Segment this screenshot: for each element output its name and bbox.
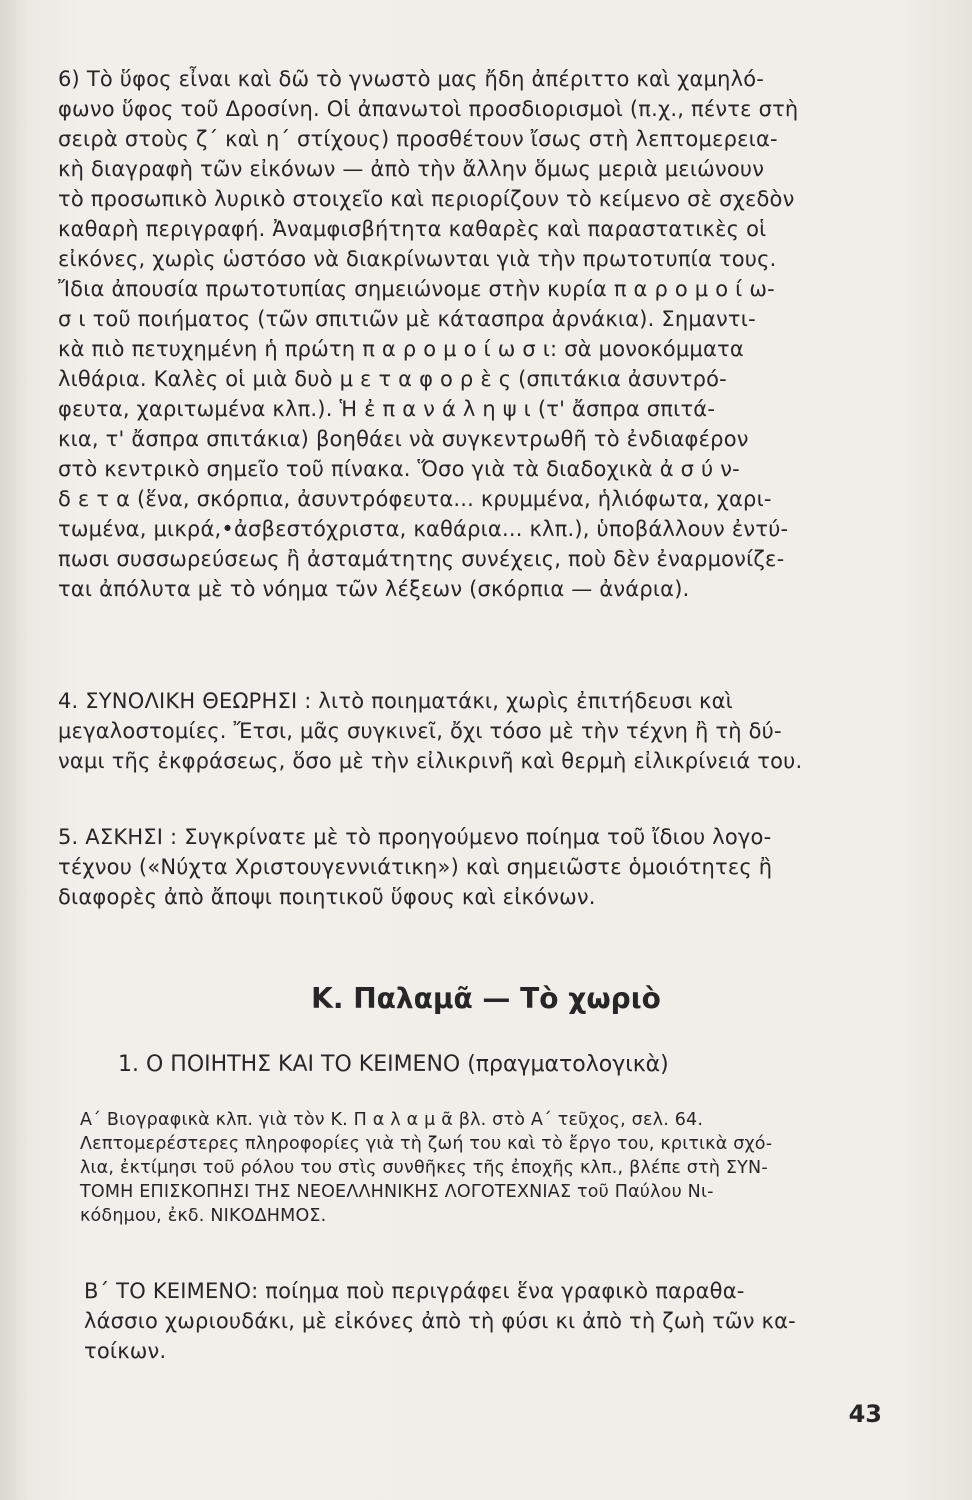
paragraph-overall-view bbox=[58, 686, 888, 776]
text-line: κόδημου, ἐκδ. ΝΙΚΟΔΗΜΟΣ. bbox=[80, 1206, 327, 1226]
paragraph-text-description bbox=[84, 1276, 884, 1366]
text-line: σειρὰ στοὺς ζ΄ καὶ η΄ στίχους) προσθέτουν ἴσως στὴ λεπτομερεια- bbox=[58, 127, 778, 151]
page-number: 43 bbox=[848, 1400, 882, 1428]
text-line: ται ἀπόλυτα μὲ τὸ νόημα τῶν λέξεων (σκόρπια — ἀνάρια). bbox=[58, 577, 690, 601]
text-line: φωνο ὕφος τοῦ Δροσίνη. Οἱ ἀπανωτοὶ προσδιορισμοὶ (π.χ., πέντε στὴ bbox=[58, 97, 799, 121]
text-line: ναμι τῆς ἐκφράσεως, ὅσο μὲ τὴν εἰλικρινῆ καὶ θερμὴ εἰλικρίνειά του. bbox=[58, 749, 803, 773]
paragraph-exercise bbox=[58, 822, 888, 912]
paragraph-style-analysis bbox=[58, 64, 888, 604]
text-line: 6) Τὸ ὕφος εἶναι καὶ δῶ τὸ γνωστὸ μας ἤδη ἀπέριττο καὶ χαμηλό- bbox=[58, 67, 765, 91]
text-line: Α΄ Βιογραφικὰ κλπ. γιὰ τὸν Κ. Π α λ α μ ᾶ βλ. στὸ Α΄ τεῦχος, σελ. 64. bbox=[80, 1110, 704, 1130]
text-line: λιθάρια. Καλὲς οἱ μιὰ δυὸ μ ε τ α φ ο ρ ὲ ς (σπιτάκια ἀσυντρό- bbox=[58, 367, 727, 391]
text-line: φευτα, χαριτωμένα κλπ.). Ἡ ἐ π α ν ά λ η ψ ι (τ' ἄσπρα σπιτά- bbox=[58, 397, 716, 421]
section-title: Κ. Παλαμᾶ — Τὸ χωριὸ bbox=[311, 982, 661, 1015]
text-line: 4. ΣΥΝΟΛΙΚΗ ΘΕΩΡΗΣΙ : λιτὸ ποιηματάκι, χωρὶς ἐπιτήδευσι καὶ bbox=[58, 689, 733, 713]
text-line: σ ι τοῦ ποιήματος (τῶν σπιτιῶν μὲ κάτασπρα ἀρνάκια). Σημαντι- bbox=[58, 307, 756, 331]
text-line: κὰ πιὸ πετυχημένη ἡ πρώτη π α ρ ο μ ο ί ω σ ι: σὰ μονοκόμματα bbox=[58, 337, 744, 361]
text-line: Β΄ ΤΟ ΚΕΙΜΕΝΟ: ποίημα ποὺ περιγράφει ἕνα γραφικὸ παραθα- bbox=[84, 1279, 745, 1303]
text-line: Ἴδια ἀπουσία πρωτοτυπίας σημειώνομε στὴν κυρία π α ρ ο μ ο ί ω- bbox=[58, 277, 775, 301]
text-line: τὸ προσωπικὸ λυρικὸ στοιχεῖο καὶ περιορίζουν τὸ κείμενο σὲ σχεδὸν bbox=[58, 187, 795, 211]
text-line: Λεπτομερέστερες πληροφορίες γιὰ τὴ ζωή του καὶ τὸ ἔργο του, κριτικὰ σχό- bbox=[80, 1134, 773, 1154]
text-line: ΤΟΜΗ ΕΠΙΣΚΟΠΗΣΙ ΤΗΣ ΝΕΟΕΛΛΗΝΙΚΗΣ ΛΟΓΟΤΕΧΝΙΑΣ τοῦ Παύλου Νι- bbox=[80, 1182, 714, 1202]
text-line: μεγαλοστομίες. Ἔτσι, μᾶς συγκινεῖ, ὄχι τόσο μὲ τὴν τέχνη ἢ τὴ δύ- bbox=[58, 719, 782, 743]
paragraph-biography-note bbox=[80, 1108, 880, 1228]
text-line: λια, ἐκτίμησι τοῦ ρόλου του στὶς συνθῆκες τῆς ἐποχῆς κλπ., βλέπε στὴ ΣΥΝ- bbox=[80, 1158, 768, 1178]
text-line: λάσσιο χωριουδάκι, μὲ εἰκόνες ἀπὸ τὴ φύσι κι ἀπὸ τὴ ζωὴ τῶν κα- bbox=[84, 1309, 796, 1333]
text-line: καθαρὴ περιγραφή. Ἀναμφισβήτητα καθαρὲς καὶ παραστατικὲς οἱ bbox=[58, 217, 767, 241]
text-line: πωσι συσσωρεύσεως ἢ ἀσταμάτητης συνέχεις, ποὺ δὲν ἐναρμονίζε- bbox=[58, 547, 785, 571]
text-line: δ ε τ α (ἕνα, σκόρπια, ἀσυντρόφευτα... κρυμμένα, ἡλιόφωτα, χαρι- bbox=[58, 487, 772, 511]
text-line: στὸ κεντρικὸ σημεῖο τοῦ πίνακα. Ὅσο γιὰ τὰ διαδοχικὰ ἀ σ ύ ν- bbox=[58, 457, 740, 481]
text-line: κὴ διαγραφὴ τῶν εἰκόνων — ἀπὸ τὴν ἄλλην ὅμως μεριὰ μειώνουν bbox=[58, 157, 765, 181]
text-line: τέχνου («Νύχτα Χριστουγεννιάτικη») καὶ σημειῶστε ὁμοιότητες ἢ bbox=[58, 855, 773, 879]
subsection-heading: 1. Ο ΠΟΙΗΤΗΣ ΚΑΙ ΤΟ ΚΕΙΜΕΝΟ (πραγματολογικὰ) bbox=[118, 1052, 669, 1077]
text-line: διαφορὲς ἀπὸ ἄποψι ποιητικοῦ ὕφους καὶ εἰκόνων. bbox=[58, 885, 596, 909]
text-line: 5. ΑΣΚΗΣΙ : Συγκρίνατε μὲ τὸ προηγούμενο ποίημα τοῦ ἴδιου λογο- bbox=[58, 825, 772, 849]
text-line: εἰκόνες, χωρὶς ὡστόσο νὰ διακρίνωνται γιὰ τὴν πρωτοτυπία τους. bbox=[58, 247, 777, 271]
text-line: κια, τ' ἄσπρα σπιτάκια) βοηθάει νὰ συγκεντρωθῆ τὸ ἐνδιαφέρον bbox=[58, 427, 749, 451]
text-line: τωμένα, μικρά,•ἀσβεστόχριστα, καθάρια... κλπ.), ὑποβάλλουν ἐντύ- bbox=[58, 517, 789, 541]
text-line: τοίκων. bbox=[84, 1339, 167, 1363]
